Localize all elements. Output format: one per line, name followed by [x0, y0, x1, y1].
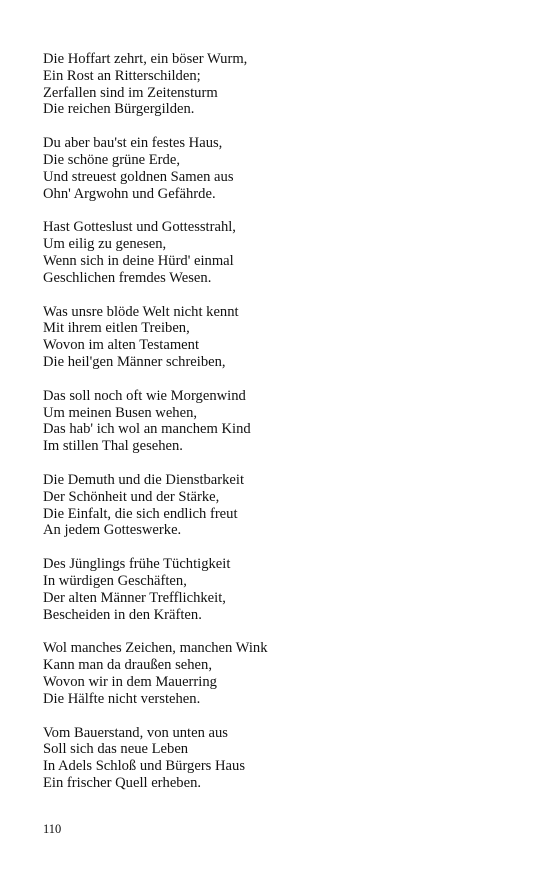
poem-line: Der Schönheit und der Stärke, [43, 488, 220, 505]
poem-line: Mit ihrem eitlen Treiben, [43, 320, 190, 337]
stanza-7 [43, 556, 523, 623]
stanza-4 [43, 304, 523, 371]
poem-line: Wol manches Zeichen, manchen Wink [43, 640, 268, 657]
poem-line: Zerfallen sind im Zeitensturm [43, 84, 218, 101]
poem-line: Was unsre blöde Welt nicht kennt [43, 303, 239, 320]
poem-line: In würdigen Geschäften, [43, 572, 187, 589]
poem-line: Die reichen Bürgergilden. [43, 101, 195, 118]
page-number: 110 [43, 822, 62, 836]
poem-line: Und streuest goldnen Samen aus [43, 168, 234, 185]
poem-line: Geschlichen fremdes Wesen. [43, 269, 212, 286]
poem-line: Die Demuth und die Dienstbarkeit [43, 471, 245, 488]
poem-line: Kann man da draußen sehen, [43, 657, 212, 674]
stanza-1 [43, 51, 523, 118]
poem-line: An jedem Gotteswerke. [43, 522, 182, 539]
poem-line: Das soll noch oft wie Morgenwind [43, 387, 246, 404]
poem-line: Die Hälfte nicht verstehen. [43, 690, 201, 707]
stanza-8 [43, 640, 523, 707]
stanza-9 [43, 725, 523, 792]
poem-line: Soll sich das neue Leben [43, 741, 189, 758]
poem-line: Bescheiden in den Kräften. [43, 606, 202, 623]
stanza-5 [43, 388, 523, 455]
poem-body [43, 51, 523, 809]
poem-line: Um meinen Busen wehen, [43, 404, 198, 421]
poem-line: Im stillen Thal gesehen. [43, 438, 183, 455]
poem-line: Die Hoffart zehrt, ein böser Wurm, [43, 51, 248, 67]
poem-line: Die heil'gen Männer schreiben, [43, 353, 226, 370]
poem-line: Hast Gotteslust und Gottesstrahl, [43, 219, 236, 236]
poem-line: Das hab' ich wol an manchem Kind [43, 421, 251, 438]
poem-line: Der alten Männer Trefflichkeit, [43, 589, 226, 606]
poem-line: Ein frischer Quell erheben. [43, 774, 202, 791]
poem-line: Wovon im alten Testament [43, 337, 200, 354]
stanza-6 [43, 472, 523, 539]
poem-line: Ein Rost an Ritterschilden; [43, 67, 201, 84]
poem-line: Des Jünglings frühe Tüchtigkeit [43, 556, 231, 573]
poem-line: Wenn sich in deine Hürd' einmal [43, 252, 234, 269]
poem-line: Du aber bau'st ein festes Haus, [43, 135, 223, 152]
poem-line: Die Einfalt, die sich endlich freut [43, 505, 238, 522]
poem-line: Wovon wir in dem Mauerring [43, 673, 217, 690]
poem-line: Ohn' Argwohn und Gefährde. [43, 185, 216, 202]
poem-line: Um eilig zu genesen, [43, 236, 167, 253]
stanza-3 [43, 219, 523, 286]
poem-line: Vom Bauerstand, von unten aus [43, 724, 228, 741]
poem-line: In Adels Schloß und Bürgers Haus [43, 758, 246, 775]
poem-line: Die schöne grüne Erde, [43, 151, 180, 168]
stanza-2 [43, 135, 523, 202]
